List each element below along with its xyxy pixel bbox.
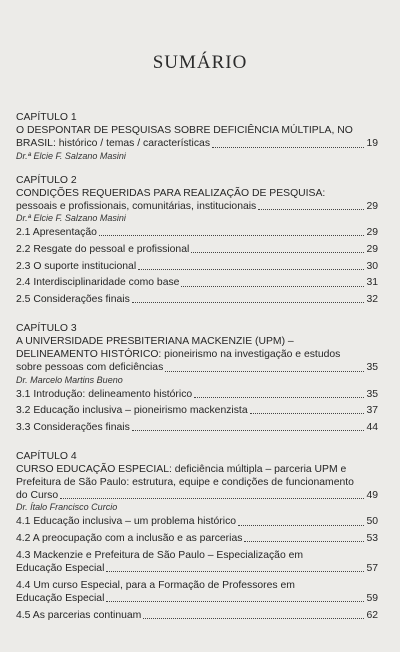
toc-entry-text: 2.1 Apresentação — [16, 227, 97, 239]
section-entry — [16, 293, 378, 306]
toc-entry-line — [16, 388, 378, 401]
chapter-block — [16, 450, 378, 626]
page-number: 62 — [366, 609, 378, 621]
toc-entry-line — [16, 515, 378, 528]
toc-entry-text: Educação Especial — [16, 563, 105, 575]
chapter-block — [16, 322, 378, 438]
section-entry — [16, 388, 378, 401]
toc-entry-text: 4.1 Educação inclusiva – um problema histórico — [16, 516, 237, 528]
section-entry — [16, 226, 378, 239]
toc-entry-text: BRASIL: histórico / temas / características — [16, 138, 211, 150]
chapter-author: Dr.ª Elcie F. Salzano Masini — [16, 213, 126, 224]
section-entry — [16, 532, 378, 545]
toc-entry-text: 3.2 Educação inclusiva – pioneirismo mackenzista — [16, 405, 248, 417]
section-entry — [16, 421, 378, 434]
toc-entry-line — [16, 609, 378, 622]
toc-entry-text: 2.4 Interdisciplinaridade como base — [16, 277, 180, 289]
section-entry — [16, 260, 378, 273]
dot-leader — [191, 251, 364, 253]
dot-leader — [258, 208, 364, 210]
toc-entry-text: 3.1 Introdução: delineamento histórico — [16, 388, 193, 400]
toc-entry-text: sobre pessoas com deficiências — [16, 362, 164, 374]
toc-entry-line — [16, 276, 378, 289]
chapter-heading-line: A UNIVERSIDADE PRESBITERIANA MACKENZIE (UPM) – — [16, 335, 294, 347]
section-entry — [16, 515, 378, 528]
table-of-contents — [16, 111, 378, 637]
toc-entry-line — [16, 200, 378, 213]
chapter-label: CAPÍTULO 2 — [16, 174, 77, 186]
entry-spacer — [16, 434, 378, 438]
entry-spacer — [16, 306, 378, 310]
dot-leader — [181, 285, 364, 287]
dot-leader — [106, 600, 364, 602]
toc-entry-line — [16, 562, 378, 575]
toc-entry-line — [16, 137, 378, 150]
chapter-author: Dr.ª Elcie F. Salzano Masini — [16, 150, 126, 161]
toc-entry-line — [16, 404, 378, 417]
toc-entry-text: 2.3 O suporte institucional — [16, 260, 137, 272]
dot-leader — [143, 617, 364, 619]
chapter-block — [16, 111, 378, 162]
toc-entry-line — [16, 293, 378, 306]
toc-entry-text: 4.2 A preocupação com a inclusão e as parcerias — [16, 533, 243, 545]
page-number: 30 — [366, 260, 378, 272]
dot-leader — [106, 570, 364, 572]
toc-entry-line — [16, 592, 378, 605]
chapter-author: Dr. Marcelo Martins Bueno — [16, 374, 123, 385]
section-entry — [16, 404, 378, 417]
toc-entry-text: 4.5 As parcerias continuam — [16, 609, 142, 621]
dot-leader — [132, 429, 365, 431]
dot-leader — [132, 301, 365, 303]
chapter-label: CAPÍTULO 1 — [16, 112, 77, 123]
toc-entry-text: 2.2 Resgate do pessoal e profissional — [16, 243, 190, 255]
page-number: 35 — [366, 362, 378, 374]
page-number: 19 — [366, 138, 378, 150]
dot-leader — [165, 370, 364, 372]
page-number: 57 — [366, 563, 378, 575]
toc-entry-line — [16, 421, 378, 434]
section-entry — [16, 276, 378, 289]
page-number: 32 — [366, 294, 378, 306]
dot-leader — [244, 540, 364, 542]
chapter-block — [16, 174, 378, 310]
section-text-line: 4.4 Um curso Especial, para a Formação de Professores em — [16, 579, 295, 591]
dot-leader — [250, 412, 365, 414]
page-number: 29 — [366, 201, 378, 213]
toc-entry-line — [16, 243, 378, 256]
section-text-line: 4.3 Mackenzie e Prefeitura de São Paulo – Especialização em — [16, 549, 304, 561]
dot-leader — [99, 234, 365, 236]
entry-spacer — [16, 622, 378, 626]
chapter-heading-line: O DESPONTAR DE PESQUISAS SOBRE DEFICIÊNCIA MÚLTIPLA, NO — [16, 125, 353, 137]
chapter-label: CAPÍTULO 3 — [16, 322, 77, 334]
page-number: 37 — [366, 405, 378, 417]
page-number: 44 — [366, 421, 378, 433]
dot-leader — [238, 524, 364, 526]
page-number: 59 — [366, 592, 378, 604]
chapter-heading-line: Prefeitura de São Paulo: estrutura, equipe e condições de funcionamento — [16, 477, 354, 489]
toc-entry-text: Educação Especial — [16, 592, 105, 604]
section-entry — [16, 609, 378, 622]
toc-entry-text: pessoais e profissionais, comunitárias, institucionais — [16, 201, 257, 213]
toc-entry-text: 3.3 Considerações finais — [16, 421, 130, 433]
toc-entry-line — [16, 489, 378, 502]
chapter-label: CAPÍTULO 4 — [16, 450, 77, 462]
toc-entry-line — [16, 532, 378, 545]
toc-entry-line — [16, 361, 378, 374]
page-number: 50 — [366, 516, 378, 528]
chapter-heading-line: DELINEAMENTO HISTÓRICO: pioneirismo na investigação e estudos — [16, 349, 341, 361]
toc-entry-text: 2.5 Considerações finais — [16, 294, 130, 306]
page-number: 29 — [366, 243, 378, 255]
chapter-heading-line: CURSO EDUCAÇÃO ESPECIAL: deficiência múltipla – parceria UPM e — [16, 463, 347, 475]
dot-leader — [138, 268, 364, 270]
page-title: SUMÁRIO — [152, 52, 248, 73]
page-number: 35 — [366, 388, 378, 400]
toc-entry-text: do Curso — [16, 490, 59, 502]
dot-leader — [194, 396, 364, 398]
section-entry — [16, 549, 378, 575]
section-entry — [16, 243, 378, 256]
toc-entry-line — [16, 226, 378, 239]
page-number: 31 — [366, 277, 378, 289]
toc-entry-line — [16, 260, 378, 273]
chapter-author: Dr. Ítalo Francisco Curcio — [16, 502, 118, 513]
page-number: 49 — [366, 490, 378, 502]
chapter-heading-line: CONDIÇÕES REQUERIDAS PARA REALIZAÇÃO DE PESQUISA: — [16, 187, 326, 199]
page-number: 53 — [366, 533, 378, 545]
dot-leader — [212, 146, 364, 148]
section-entry — [16, 579, 378, 605]
dot-leader — [60, 497, 364, 499]
page-number: 29 — [366, 227, 378, 239]
